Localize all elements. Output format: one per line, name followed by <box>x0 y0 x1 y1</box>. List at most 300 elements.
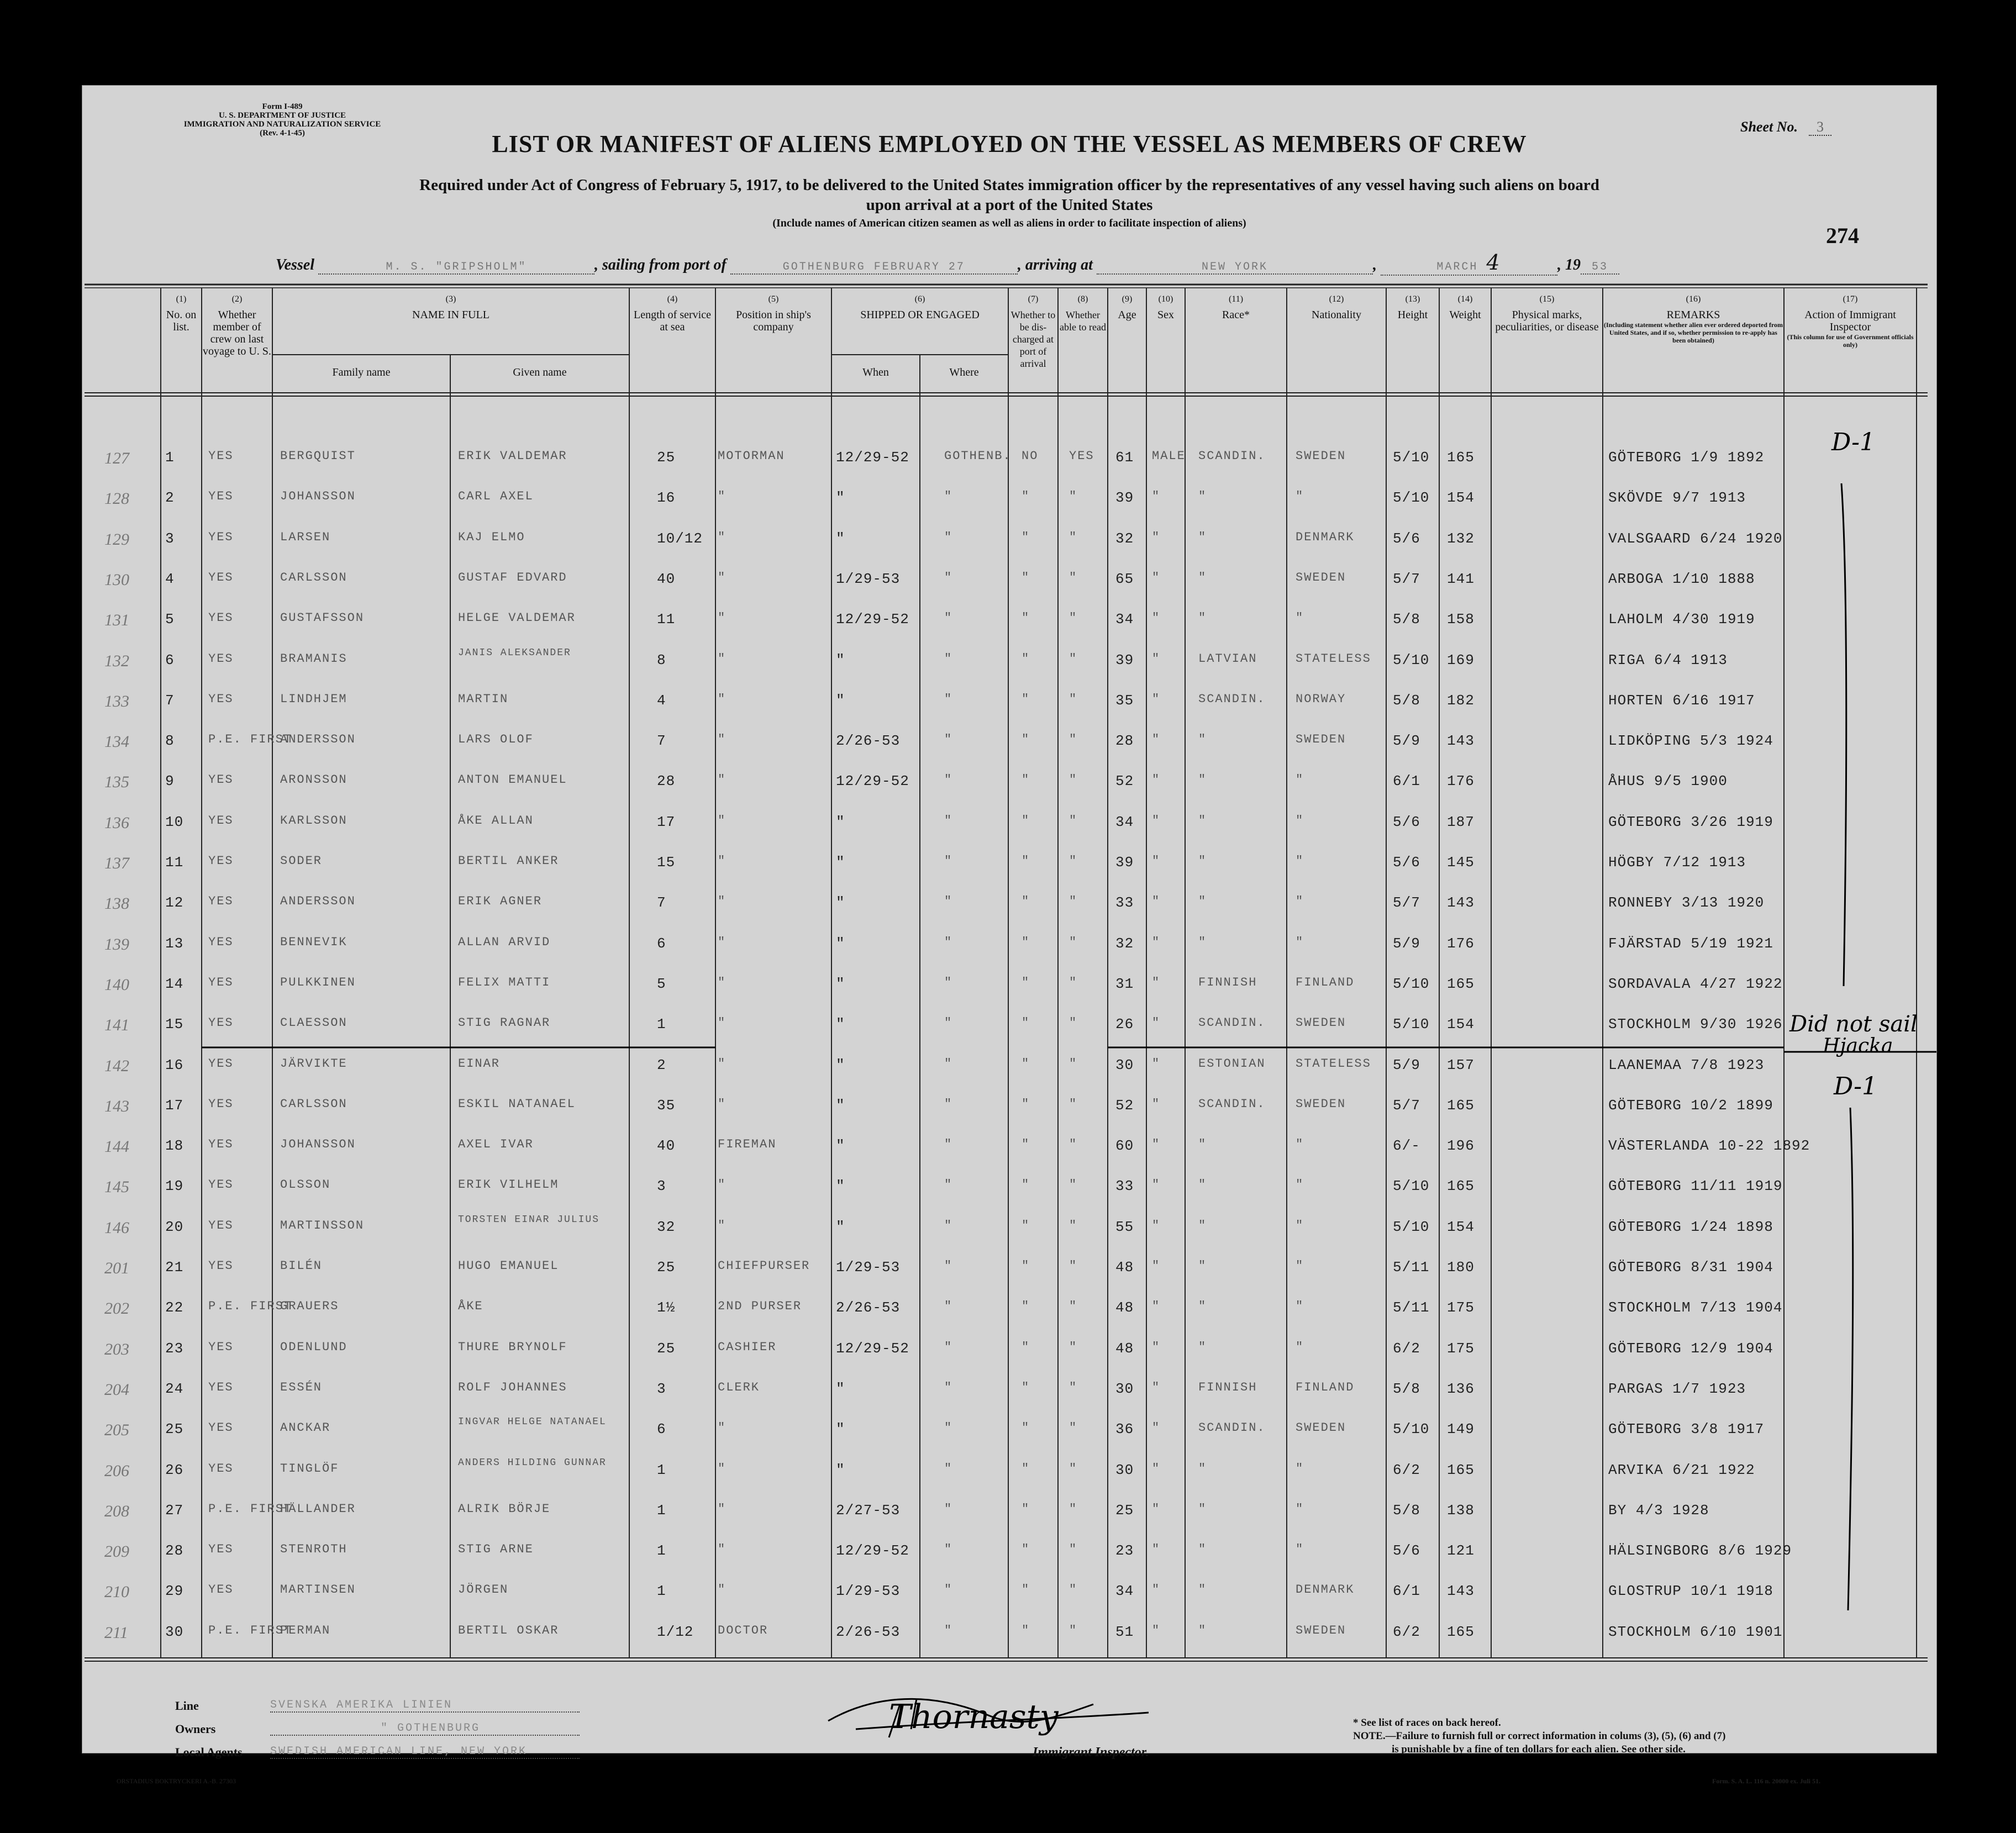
row-last-voyage: YES <box>208 1097 234 1111</box>
row-nationality: " <box>1296 489 1304 504</box>
row-shipped-when: " <box>836 935 845 952</box>
row-weight: 154 <box>1447 1218 1475 1235</box>
row-position: " <box>718 733 727 747</box>
row-family-name: CLAESSON <box>280 1016 348 1030</box>
row-age: 39 <box>1115 489 1134 507</box>
row-shipped-when: 1/29-53 <box>836 1583 901 1600</box>
sheet-label: Sheet No. <box>1740 119 1798 135</box>
row-shipped-when: 12/29-52 <box>836 1340 909 1357</box>
col-14-header: (14) Weight <box>1449 294 1481 321</box>
row-number: 6 <box>165 651 175 668</box>
row-sex: " <box>1152 935 1161 949</box>
row-number: 16 <box>165 1056 184 1073</box>
row-remarks: GÖTEBORG 11/11 1919 <box>1608 1178 1783 1195</box>
row-height: 6/2 <box>1393 1461 1420 1478</box>
row-position: " <box>718 570 727 584</box>
row-nationality: " <box>1296 1178 1304 1192</box>
row-position: " <box>718 773 727 787</box>
races-note: * See list of races on back hereof. <box>1353 1717 1501 1729</box>
col-10-header: (10) Sex <box>1157 294 1174 321</box>
row-remarks: VALSGAARD 6/24 1920 <box>1608 530 1783 547</box>
col-4-header: (4) Length of service at sea <box>634 294 711 333</box>
row-service-length: 25 <box>657 449 676 466</box>
row-sex: " <box>1152 1137 1161 1152</box>
row-shipped-when: " <box>836 975 845 992</box>
row-shipped-when: 1/29-53 <box>836 1259 901 1276</box>
vessel-line: Vessel M. S. "GRIPSHOLM" , sailing from port of GOTHENBURG FEBRUARY 27 , arriving at NEW YORK , MARCH 4 , 19 53 <box>276 250 1872 276</box>
row-shipped-when: " <box>836 1056 845 1073</box>
col-11-header: (11) Race* <box>1222 294 1250 321</box>
row-ref-number: 144 <box>104 1137 129 1156</box>
row-ref-number: 208 <box>104 1502 129 1520</box>
row-height: 5/10 <box>1393 449 1430 466</box>
row-height: 5/10 <box>1393 975 1430 992</box>
row-weight: 165 <box>1447 449 1475 466</box>
owners-label: Owners <box>175 1722 216 1736</box>
row-last-voyage: YES <box>208 1542 234 1557</box>
row-position: " <box>718 1502 727 1516</box>
row-sex: " <box>1152 1016 1161 1030</box>
row-remarks: FJÄRSTAD 5/19 1921 <box>1608 935 1773 952</box>
row-position: " <box>718 1016 727 1030</box>
row-nationality: " <box>1296 1340 1304 1354</box>
row-ref-number: 145 <box>104 1178 129 1197</box>
row-race: " <box>1198 935 1207 949</box>
fine-note-1: NOTE.—Failure to furnish full or correct information in colums (3), (5), (6) and (7) <box>1353 1730 1726 1742</box>
row-race: " <box>1198 854 1207 868</box>
row-family-name: JOHANSSON <box>280 1137 356 1152</box>
row-family-name: HÄLLANDER <box>280 1502 356 1516</box>
row-given-name: HELGE VALDEMAR <box>458 611 576 625</box>
row-age: 33 <box>1115 894 1134 912</box>
row-shipped-where: " <box>944 1016 953 1030</box>
row-last-voyage: YES <box>208 530 234 544</box>
row-position: " <box>718 1097 727 1111</box>
row-nationality: DENMARK <box>1296 530 1355 544</box>
row-shipped-when: " <box>836 813 845 830</box>
row-weight: 165 <box>1447 1623 1475 1640</box>
row-shipped-when: " <box>836 1421 845 1438</box>
row-weight: 180 <box>1447 1259 1475 1276</box>
row-discharged: " <box>1022 651 1030 666</box>
form-reference: Form. S. A. L. 116 n. 20000 ex. Juli 51. <box>1712 1777 1821 1785</box>
sheet-value: 3 <box>1809 119 1831 136</box>
row-race: " <box>1198 489 1207 504</box>
row-sex: " <box>1152 773 1161 787</box>
row-family-name: OLSSON <box>280 1178 331 1192</box>
row-nationality: " <box>1296 1502 1304 1516</box>
row-weight: 182 <box>1447 692 1475 709</box>
row-given-name: STIG ARNE <box>458 1542 534 1557</box>
row-given-name: THURE BRYNOLF <box>458 1340 567 1354</box>
row-ref-number: 140 <box>104 975 129 994</box>
row-number: 25 <box>165 1421 184 1438</box>
row-last-voyage: YES <box>208 449 234 463</box>
row-position: " <box>718 1421 727 1435</box>
row-shipped-where: " <box>944 854 953 868</box>
row-shipped-when: 12/29-52 <box>836 1542 909 1560</box>
row-family-name: ESSÉN <box>280 1380 323 1394</box>
row-height: 5/9 <box>1393 935 1420 952</box>
row-sex: " <box>1152 570 1161 584</box>
row-race: " <box>1198 1502 1207 1516</box>
row-shipped-where: " <box>944 651 953 666</box>
row-sex: " <box>1152 854 1161 868</box>
row-last-voyage: YES <box>208 651 234 666</box>
row-nationality: " <box>1296 773 1304 787</box>
row-shipped-where: " <box>944 1259 953 1273</box>
row-number: 13 <box>165 935 184 952</box>
row-position: " <box>718 1178 727 1192</box>
row-given-name: ÅKE ALLAN <box>458 813 534 828</box>
row-shipped-where: " <box>944 489 953 504</box>
col-16-subtext: (Including statement whether alien ever ordered deported from United States, and if so, whether permission to re-apply has been obtained) <box>1603 321 1783 344</box>
row-family-name: BILÉN <box>280 1259 323 1273</box>
row-able-to-read: " <box>1069 611 1078 625</box>
row-given-name: JÖRGEN <box>458 1583 509 1597</box>
row-sex: " <box>1152 733 1161 747</box>
row-number: 28 <box>165 1542 184 1560</box>
row-discharged: " <box>1022 1542 1030 1557</box>
row-ref-number: 135 <box>104 773 129 792</box>
row-weight: 175 <box>1447 1340 1475 1357</box>
row-last-voyage: YES <box>208 1137 234 1152</box>
row-able-to-read: " <box>1069 1380 1078 1394</box>
row-shipped-where: " <box>944 733 953 747</box>
col-17-subtext: (This column for use of Government officials only) <box>1787 333 1914 349</box>
row-sex: " <box>1152 1421 1161 1435</box>
row-able-to-read: " <box>1069 1097 1078 1111</box>
row-family-name: BENNEVIK <box>280 935 348 949</box>
row-given-name: ANTON EMANUEL <box>458 773 567 787</box>
row-given-name: GUSTAF EDVARD <box>458 570 567 584</box>
year-suffix: 53 <box>1581 261 1619 275</box>
row-service-length: 15 <box>657 854 676 871</box>
row-able-to-read: " <box>1069 975 1078 989</box>
row-last-voyage: P.E. FIRST <box>208 733 293 747</box>
row-able-to-read: " <box>1069 1178 1078 1192</box>
row-able-to-read: " <box>1069 1421 1078 1435</box>
row-family-name: PULKKINEN <box>280 975 356 989</box>
row-last-voyage: P.E. FIRST <box>208 1299 293 1314</box>
row-family-name: ANCKAR <box>280 1421 331 1435</box>
row-last-voyage: YES <box>208 570 234 584</box>
row-weight: 157 <box>1447 1056 1475 1073</box>
row-discharged: " <box>1022 1583 1030 1597</box>
row-position: CASHIER <box>718 1340 777 1354</box>
row-remarks: HÄLSINGBORG 8/6 1929 <box>1608 1542 1792 1560</box>
row-shipped-when: " <box>836 530 845 547</box>
row-sex: MALE <box>1152 449 1186 463</box>
row-shipped-where: " <box>944 1340 953 1354</box>
row-ref-number: 131 <box>104 611 129 630</box>
row-shipped-where: " <box>944 1178 953 1192</box>
row-number: 7 <box>165 692 175 709</box>
row-shipped-when: 1/29-53 <box>836 570 901 587</box>
row-sex: " <box>1152 611 1161 625</box>
row-age: 25 <box>1115 1502 1134 1519</box>
row-able-to-read: " <box>1069 570 1078 584</box>
row-ref-number: 142 <box>104 1056 129 1075</box>
row-discharged: " <box>1022 813 1030 828</box>
agents-label: Local Agents <box>175 1745 243 1759</box>
row-remarks: BY 4/3 1928 <box>1608 1502 1709 1519</box>
col-3-family-header: Family name <box>332 366 391 378</box>
row-number: 14 <box>165 975 184 992</box>
row-ref-number: 203 <box>104 1340 129 1358</box>
row-shipped-when: " <box>836 1016 845 1033</box>
row-number: 26 <box>165 1461 184 1478</box>
row-given-name: AXEL IVAR <box>458 1137 534 1152</box>
row-discharged: " <box>1022 1623 1030 1637</box>
row-position: " <box>718 692 727 706</box>
row-last-voyage: P.E. FIRST <box>208 1623 293 1637</box>
row-able-to-read: " <box>1069 1137 1078 1152</box>
row-sex: " <box>1152 1097 1161 1111</box>
row-remarks: GÖTEBORG 12/9 1904 <box>1608 1340 1773 1357</box>
col-3-header: (3) NAME IN FULL <box>412 294 489 321</box>
row-last-voyage: YES <box>208 773 234 787</box>
row-discharged: " <box>1022 1056 1030 1071</box>
row-discharged: " <box>1022 1380 1030 1394</box>
row-remarks: GÖTEBORG 1/9 1892 <box>1608 449 1765 466</box>
col-3-given-header: Given name <box>513 366 567 378</box>
row-service-length: 4 <box>657 692 666 709</box>
row-position: " <box>718 611 727 625</box>
row-nationality: " <box>1296 1542 1304 1557</box>
row-age: 48 <box>1115 1340 1134 1357</box>
row-remarks: STOCKHOLM 6/10 1901 <box>1608 1623 1783 1640</box>
row-sex: " <box>1152 1542 1161 1557</box>
row-discharged: " <box>1022 611 1030 625</box>
row-ref-number: 141 <box>104 1016 129 1035</box>
row-weight: 141 <box>1447 570 1475 587</box>
row-race: " <box>1198 1542 1207 1557</box>
row-race: FINNISH <box>1198 1380 1257 1394</box>
row-race: " <box>1198 1583 1207 1597</box>
row-sex: " <box>1152 813 1161 828</box>
row-sex: " <box>1152 1502 1161 1516</box>
row-position: " <box>718 1056 727 1071</box>
row-service-length: 1 <box>657 1542 666 1560</box>
row-shipped-where: " <box>944 935 953 949</box>
row-given-name: HUGO EMANUEL <box>458 1259 559 1273</box>
row-given-name: FELIX MATTI <box>458 975 551 989</box>
row-number: 11 <box>165 854 184 871</box>
row-height: 5/7 <box>1393 570 1420 587</box>
row-weight: 165 <box>1447 1178 1475 1195</box>
row-weight: 176 <box>1447 773 1475 790</box>
row-shipped-where: " <box>944 1380 953 1394</box>
row-shipped-where: GOTHENB. <box>944 449 1012 463</box>
row-service-length: 1 <box>657 1502 666 1519</box>
row-discharged: NO <box>1022 449 1039 463</box>
row-able-to-read: " <box>1069 530 1078 544</box>
row-sex: " <box>1152 489 1161 504</box>
row-age: 36 <box>1115 1421 1134 1438</box>
row-weight: 143 <box>1447 894 1475 912</box>
row-remarks: LIDKÖPING 5/3 1924 <box>1608 733 1773 750</box>
row-number: 12 <box>165 894 184 912</box>
row-number: 22 <box>165 1299 184 1316</box>
row-age: 55 <box>1115 1218 1134 1235</box>
row-age: 48 <box>1115 1259 1134 1276</box>
row-race: " <box>1198 570 1207 584</box>
row-race: ESTONIAN <box>1198 1056 1266 1071</box>
col-2-header: (2) Whether member of crew on last voyage to U. S. <box>203 294 271 357</box>
col-12-header: (12) Nationality <box>1312 294 1361 321</box>
row-shipped-where: " <box>944 773 953 787</box>
row-race: SCANDIN. <box>1198 449 1266 463</box>
row-last-voyage: YES <box>208 1421 234 1435</box>
page-title: LIST OR MANIFEST OF ALIENS EMPLOYED ON THE VESSEL AS MEMBERS OF CREW <box>492 130 1527 157</box>
row-ref-number: 139 <box>104 935 129 954</box>
row-given-name: INGVAR HELGE NATANAEL <box>458 1416 607 1428</box>
manifest-sheet <box>82 85 1937 1785</box>
row-position: DOCTOR <box>718 1623 768 1637</box>
row-race: " <box>1198 1461 1207 1476</box>
row-service-length: 35 <box>657 1097 676 1114</box>
row-shipped-when: " <box>836 489 845 507</box>
row-position: " <box>718 935 727 949</box>
row-nationality: SWEDEN <box>1296 1097 1346 1111</box>
row-remarks: GÖTEBORG 8/31 1904 <box>1608 1259 1773 1276</box>
row-given-name: ERIK AGNER <box>458 894 543 909</box>
row-shipped-when: " <box>836 1137 845 1155</box>
row-sex: " <box>1152 894 1161 909</box>
row-weight: 145 <box>1447 854 1475 871</box>
row-service-length: 5 <box>657 975 666 992</box>
row-shipped-when: " <box>836 692 845 709</box>
row-remarks: HORTEN 6/16 1917 <box>1608 692 1755 709</box>
row-able-to-read: " <box>1069 692 1078 706</box>
row-family-name: MARTINSSON <box>280 1218 365 1232</box>
row-able-to-read: " <box>1069 894 1078 909</box>
row-able-to-read: " <box>1069 854 1078 868</box>
row-ref-number: 209 <box>104 1542 129 1561</box>
row-remarks: SKÖVDE 9/7 1913 <box>1608 489 1746 507</box>
row-race: " <box>1198 813 1207 828</box>
row-discharged: " <box>1022 1137 1030 1152</box>
printer-imprint: ORSTADIUS BOKTRYCKERI A.-B. 27303 <box>117 1777 236 1785</box>
row-discharged: " <box>1022 773 1030 787</box>
row-position: " <box>718 854 727 868</box>
row-shipped-when: 2/26-53 <box>836 1623 901 1640</box>
row-nationality: STATELESS <box>1296 651 1371 666</box>
row-race: SCANDIN. <box>1198 1421 1266 1435</box>
row-given-name: BERTIL OSKAR <box>458 1623 559 1637</box>
row-last-voyage: YES <box>208 1461 234 1476</box>
row-service-length: 2 <box>657 1056 666 1073</box>
row-position: CLERK <box>718 1380 760 1394</box>
row-sex: " <box>1152 1623 1161 1637</box>
row-race: " <box>1198 611 1207 625</box>
row-able-to-read: " <box>1069 1623 1078 1637</box>
row-weight: 176 <box>1447 935 1475 952</box>
arriving-label: , arriving at <box>1017 256 1093 273</box>
row-family-name: JÄRVIKTE <box>280 1056 348 1071</box>
row-position: FIREMAN <box>718 1137 777 1152</box>
col-6-when-header: When <box>862 366 889 378</box>
row-height: 5/10 <box>1393 651 1430 668</box>
row-given-name: BERTIL ANKER <box>458 854 559 868</box>
row-discharged: " <box>1022 894 1030 909</box>
row-ref-number: 205 <box>104 1421 129 1440</box>
row-position: " <box>718 894 727 909</box>
row-position: " <box>718 1583 727 1597</box>
row-ref-number: 206 <box>104 1461 129 1480</box>
col-1-header: (1) No. on list. <box>166 294 197 333</box>
row-ref-number: 211 <box>104 1623 128 1642</box>
row-weight: 138 <box>1447 1502 1475 1519</box>
row-shipped-where: " <box>944 570 953 584</box>
row-race: SCANDIN. <box>1198 692 1266 706</box>
row-discharged: " <box>1022 975 1030 989</box>
row-family-name: ANDERSSON <box>280 894 356 909</box>
row-age: 28 <box>1115 733 1134 750</box>
row-shipped-when: " <box>836 894 845 912</box>
row-sex: " <box>1152 1056 1161 1071</box>
row-last-voyage: YES <box>208 1259 234 1273</box>
row-last-voyage: YES <box>208 813 234 828</box>
row-height: 5/10 <box>1393 1178 1430 1195</box>
row-height: 5/11 <box>1393 1299 1430 1316</box>
row-ref-number: 128 <box>104 489 129 508</box>
row-remarks: GÖTEBORG 3/26 1919 <box>1608 813 1773 830</box>
row-ref-number: 132 <box>104 651 129 670</box>
row-sex: " <box>1152 1299 1161 1314</box>
row-family-name: LINDHJEM <box>280 692 348 706</box>
row-discharged: " <box>1022 1340 1030 1354</box>
row-shipped-where: " <box>944 1461 953 1476</box>
row-weight: 187 <box>1447 813 1475 830</box>
row-age: 65 <box>1115 570 1134 587</box>
row-last-voyage: YES <box>208 894 234 909</box>
row-family-name: MARTINSEN <box>280 1583 356 1597</box>
arriving-port: NEW YORK <box>1097 261 1373 275</box>
row-remarks: STOCKHOLM 9/30 1926 <box>1608 1016 1783 1033</box>
col-13-header: (13) Height <box>1397 294 1428 321</box>
row-able-to-read: " <box>1069 1218 1078 1232</box>
row-weight: 169 <box>1447 651 1475 668</box>
row-nationality: " <box>1296 894 1304 909</box>
annotation-did-not-sail: Did not sail <box>1789 1012 1918 1037</box>
row-shipped-where: " <box>944 1502 953 1516</box>
row-able-to-read: " <box>1069 733 1078 747</box>
row-family-name: CARLSSON <box>280 570 348 584</box>
row-shipped-where: " <box>944 1542 953 1557</box>
row-age: 51 <box>1115 1623 1134 1640</box>
row-weight: 154 <box>1447 1016 1475 1033</box>
row-able-to-read: " <box>1069 1340 1078 1354</box>
row-shipped-when: " <box>836 1178 845 1195</box>
service: IMMIGRATION AND NATURALIZATION SERVICE <box>183 120 381 129</box>
row-shipped-when: 2/26-53 <box>836 1299 901 1316</box>
row-discharged: " <box>1022 1461 1030 1476</box>
row-shipped-when: " <box>836 1097 845 1114</box>
row-weight: 154 <box>1447 489 1475 507</box>
row-service-length: 8 <box>657 651 666 668</box>
row-weight: 143 <box>1447 1583 1475 1600</box>
row-height: 5/7 <box>1393 894 1420 912</box>
row-race: " <box>1198 773 1207 787</box>
row-given-name: ÅKE <box>458 1299 483 1314</box>
row-race: " <box>1198 1340 1207 1354</box>
row-age: 34 <box>1115 813 1134 830</box>
row-number: 24 <box>165 1380 184 1397</box>
row-able-to-read: " <box>1069 1259 1078 1273</box>
row-ref-number: 146 <box>104 1218 129 1237</box>
